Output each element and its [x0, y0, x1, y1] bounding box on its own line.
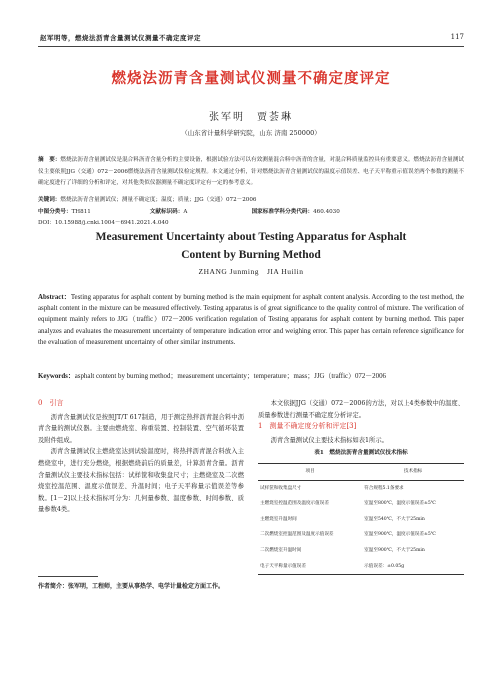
left-column: [38, 398, 244, 516]
english-abstract-label: Abstract：: [38, 294, 71, 301]
table-cell: 二次燃烧室控温范围及温度示值误差: [260, 532, 334, 538]
table-cell: 示值误差：±0.05g: [362, 559, 464, 575]
english-authors: ZHANG Junming JIA Huilin: [198, 267, 304, 276]
table-header-item: 项目: [258, 463, 362, 480]
table-row: [258, 496, 464, 512]
doc-code-label: 文献标识码：: [149, 209, 184, 215]
table-cell: 符合规程5.1条要求: [364, 485, 404, 491]
running-title: 赵军明等，燃烧法沥青含量测试仪测量不确定度评定: [40, 34, 201, 42]
section-1-heading: 1 测量不确定度分析和评定[3]: [258, 422, 357, 431]
table-row: [258, 527, 464, 543]
table-cell: 二次燃烧室升温时间: [260, 547, 302, 553]
english-keywords-text: asphalt content by burning method；measurement uncertainty；temperature；mass；JJG（traffic）072－2006: [74, 373, 386, 380]
intro-paragraph-2: 沥青含量测试仪主燃烧室达到试验温度时，将热拌沥青混合料放入主燃烧室中，进行充分燃烧，根据燃烧前后的质量差，计算沥青含量。沥青含量测试仪主要技术指标包括：试样筐和收集盘尺寸；主燃烧室及二次燃烧室控温范围、温度示值误差、升温时间；电子天平称量示值误差等参数。[1－2]以上技术指标可分为：几何量参数、温度参数、时间参数、质量参数4类。: [38, 448, 244, 514]
spec-table: [258, 463, 464, 575]
doi: DOI：10.15988/j.cnki.1004－6941.2021.4.040: [38, 220, 169, 226]
table-row: [258, 543, 464, 559]
clc-value: TH811: [71, 209, 91, 215]
table-row: [258, 480, 464, 496]
chinese-abstract-label: 摘 要：: [38, 157, 61, 163]
table-cell: 试样筐和收集盘尺寸: [260, 485, 302, 491]
chinese-title: 燃烧法沥青含量测试仪测量不确定度评定: [111, 70, 391, 87]
table-cell: 室温至900℃，温度示值误差±5℃: [364, 532, 436, 538]
chinese-keywords: [38, 195, 464, 203]
chinese-affiliation: （山东省计量科学研究院，山东 济南 250000）: [181, 129, 321, 137]
english-title: [0, 228, 502, 264]
chinese-abstract-text: 燃烧法沥青含量测试仪是混合料沥青含量分析的主要设备，根据试验方法可以有效测量混合料中沥青的含量，对混合料质量监控具有重要意义。燃烧法沥青含量测试仪主要依照JJG（交通）072－2006燃烧法沥青含量测试仪检定规程。本文通过分析，针对燃烧法沥青含量测试仪的温度示值误差、电子天平称重示值误差两个参数的测量不确定度进行了详细的分析和评定，对其他类似仪器测量不确定度评定有一定的参考意义。: [38, 157, 464, 186]
table-cell: 室温至540℃，不大于25min: [364, 516, 425, 522]
subject-code-value: 460.4030: [313, 209, 340, 215]
right-paragraph-1: 本文依据JJG（交通）072－2006的方法，对以上4类参数中的温度、质量参数进行测量不确定度分析评定。: [258, 400, 464, 419]
table-cell: 室温至900℃，不大于25min: [364, 547, 425, 553]
right-column: [258, 398, 464, 575]
author-footnote: 作者简介：张军明，工程师，主要从事热学、电学计量检定方面工作。: [38, 583, 225, 590]
chinese-keywords-label: 关键词：: [38, 197, 61, 203]
section-1-paragraph: 沥青含量测试仪主要技术指标如表1所示。: [270, 436, 388, 444]
subject-code-label: 国家标准学科分类代码：: [251, 209, 314, 215]
english-keywords-label: Keywords：: [38, 373, 75, 380]
intro-heading: 0 引言: [38, 399, 64, 407]
clc-label: 中图分类号：: [38, 209, 72, 215]
english-keywords: [38, 370, 464, 380]
table-row: [258, 559, 464, 575]
page-number: 117: [450, 33, 464, 41]
table-cell: 主燃烧室升温时间: [260, 516, 297, 522]
intro-paragraph-1: 沥青含量测试仪是按照JT/T 617制造，用于测定热拌沥青混合料中沥青含量的测试仪器。主要由燃烧室、称重装置、控制装置、空气循环装置及附件组成。: [38, 413, 244, 444]
doc-code-value: A: [183, 209, 188, 215]
english-abstract-text: Testing apparatus for asphalt content by burning method is the main equipment for asphalt content analysis. According to the test method, the asphalt content in the mixture can be measured effectively. Testing apparatus is of great significance to the quality control of mixture. The verification of equipment mainly refers to JJG（traffic）072－2006 verification regulation of Testing apparatus for asphalt content by burning method. This paper analyzes and evaluates the measurement uncertainty of temperature indication error and weighing error. This paper has certain reference significance for the evaluation of measurement uncertainty of other similar instruments.: [38, 294, 464, 346]
table-cell: 室温至800℃，温度示值误差±5℃: [364, 501, 436, 507]
table-cell: 主燃烧室控温范围及温度示值误差: [260, 501, 329, 507]
classification-row: [38, 207, 464, 215]
table-header-spec: 技术指标: [362, 463, 464, 480]
table-cell: 电子天平称量示值误差: [258, 559, 362, 575]
footnote-rule: [38, 576, 98, 577]
english-title-line1: Measurement Uncertainty about Testing Apparatus for Asphalt: [95, 231, 407, 243]
table-header-row: [258, 463, 464, 480]
chinese-keywords-text: 燃烧法沥青含量测试仪；测量不确定度；温度；质量；JJG（交通）072－2006: [60, 197, 257, 203]
table-caption: 表1 燃烧法沥青含量测试仪技术指标: [314, 450, 408, 457]
table-row: [258, 512, 464, 528]
chinese-authors: 张军明 贾荟琳: [209, 112, 293, 123]
header-rule: [38, 46, 464, 47]
english-title-line2: Content by Burning Method: [181, 249, 321, 261]
chinese-abstract: [38, 155, 464, 190]
english-abstract: [38, 292, 464, 348]
